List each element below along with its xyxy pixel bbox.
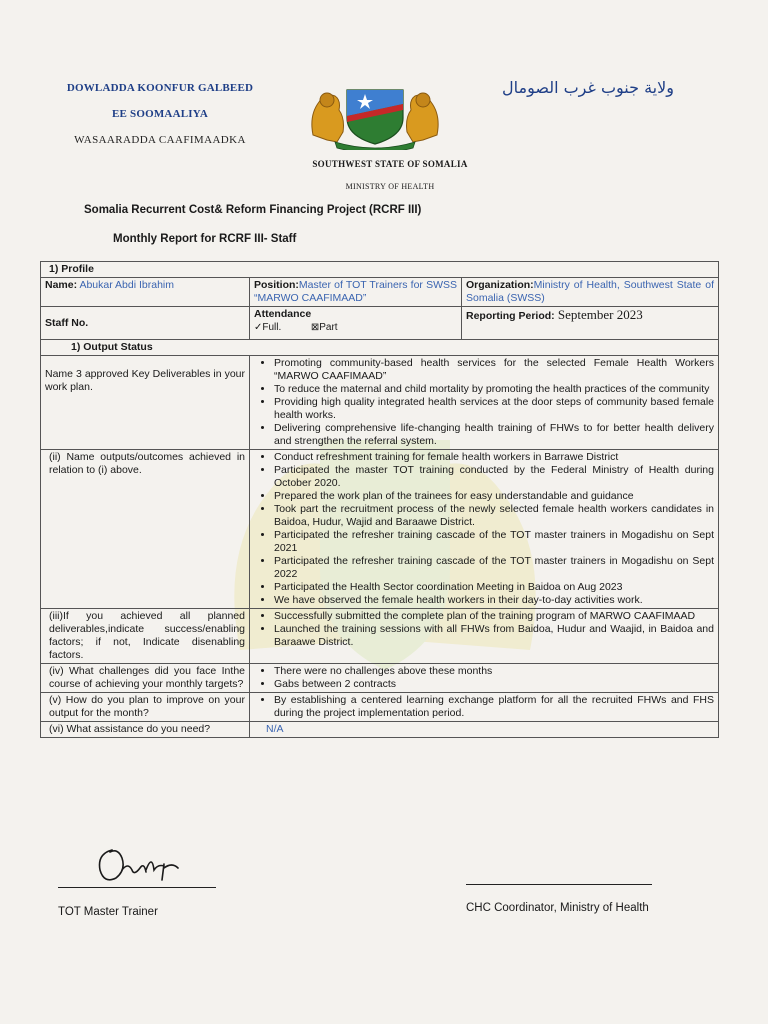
header-arabic-title: ولاية جنوب غرب الصومال [502, 78, 674, 97]
output-header-row [41, 340, 719, 356]
project-title: Somalia Recurrent Cost& Reform Financing Project (RCRF III) [84, 204, 422, 216]
coat-of-arms-emblem [305, 80, 445, 150]
header-left-block [40, 82, 280, 146]
list-item: • Promoting community-based health services for the selected Female Health Workers “MARWO CAAFIMAAD” [274, 357, 714, 383]
answer-5-list [254, 694, 714, 720]
staff-no-label: Staff No. [45, 316, 89, 329]
signature-label-left: TOT Master Trainer [58, 906, 158, 918]
report-title: Monthly Report for RCRF III- Staff [113, 233, 297, 245]
name-label: Name: [45, 279, 78, 291]
question-2: (ii) Name outputs/outcomes achieved in relation to (i) above. [49, 451, 245, 476]
signature-line-left [58, 887, 216, 888]
header-state-name: SOUTHWEST STATE OF SOMALIA [312, 159, 468, 169]
position-value: Master of TOT Trainers for SWSS “MARWO CAAFIMAAD” [254, 279, 457, 304]
handwritten-signature [92, 840, 192, 890]
list-item: • Conduct refreshment training for female health workers in Barrawe District [274, 451, 714, 464]
question-1: Name 3 approved Key Deliverables in your work plan. [45, 368, 245, 393]
signature-label-right: CHC Coordinator, Ministry of Health [466, 902, 649, 914]
header-ministry-somali: WASAARADDA CAAFIMAADKA [74, 134, 246, 146]
output-row-4 [41, 664, 719, 693]
list-item: • To reduce the maternal and child mortality by promoting the health practices of the community [274, 383, 714, 396]
list-item: • Delivering comprehensive life-changing health training of FHWs to for better health delivery and strengthen the referral system. [274, 422, 714, 448]
list-item: • Participated the refresher training cascade of the TOT master trainers in Mogadishu on Sept 2021 [274, 529, 714, 555]
profile-row-1 [41, 278, 719, 307]
profile-section-label: 1) Profile [49, 263, 94, 275]
position-label: Position: [254, 279, 299, 291]
output-section-label: 1) Output Status [71, 341, 153, 353]
output-row-1 [41, 356, 719, 450]
list-item: • We have observed the female health workers in their day-to-day activities work. [274, 594, 714, 607]
list-item: • Took part the recruitment process of the newly selected female health workers candidates in Baidoa, Hudur, Wajid and Baraawe District. [274, 503, 714, 529]
answer-6: N/A [266, 723, 284, 735]
output-row-6 [41, 722, 719, 738]
attendance-label: Attendance [254, 308, 312, 320]
organization-label: Organization: [466, 279, 534, 291]
organization-value: Ministry of Health, Southwest State of Somalia (SWSS) [466, 279, 714, 304]
profile-row-2 [41, 307, 719, 340]
signature-line-right [466, 884, 652, 885]
list-item: • By establishing a centered learning exchange platform for all the recruited FHWs and FHS during the project implementation period. [274, 694, 714, 720]
question-4: (iv) What challenges did you face Inthe course of achieving your monthly targets? [49, 665, 245, 690]
answer-4-list [254, 665, 714, 691]
attendance-part-checkbox[interactable]: ⊠Part [310, 322, 338, 333]
list-item: • Participated the Health Sector coordination Meeting in Baidoa on Aug 2023 [274, 581, 714, 594]
profile-header-row [41, 262, 719, 278]
answer-3-list [254, 610, 714, 649]
list-item: • Launched the training sessions with all FHWs from Baidoa, Hudur and Waajid, in Baidoa and Baraawe District. [274, 623, 714, 649]
output-row-2 [41, 450, 719, 609]
answer-1-list [254, 357, 714, 448]
question-5: (v) How do you plan to improve on your output for the month? [49, 694, 245, 719]
output-row-5 [41, 693, 719, 722]
output-row-3 [41, 609, 719, 664]
reporting-period-value: September 2023 [554, 307, 643, 322]
question-6: (vi) What assistance do you need? [49, 723, 211, 735]
list-item: • Successfully submitted the complete plan of the training program of MARWO CAAFIMAAD [274, 610, 714, 623]
header-somali-line1: DOWLADDA KOONFUR GALBEED [66, 82, 254, 94]
report-table [40, 261, 719, 738]
list-item: • Gabs between 2 contracts [274, 678, 714, 691]
list-item: • Prepared the work plan of the trainees for easy understandable and guidance [274, 490, 714, 503]
reporting-period-label: Reporting Period: [466, 310, 555, 322]
attendance-full-checkbox[interactable]: ✓Full. [254, 322, 282, 333]
header-ministry-name: MINISTRY OF HEALTH [345, 182, 435, 191]
question-3: (iii)If you achieved all planned deliverables,indicate success/enabling factors; if not, Indicate disenabling factors. [49, 610, 245, 661]
list-item: • Participated the refresher training cascade of the TOT master trainers in Mogadishu on Sept 2022 [274, 555, 714, 581]
list-item: • There were no challenges above these months [274, 665, 714, 678]
name-value: Abukar Abdi Ibrahim [77, 279, 174, 291]
header-somali-line2: EE SOOMAALIYA [111, 108, 209, 120]
answer-2-list [254, 451, 714, 607]
list-item: • Providing high quality integrated health services at the door steps of community based female health works. [274, 396, 714, 422]
list-item: • Participated the master TOT training conducted by the Federal Ministry of Health during October 2020. [274, 464, 714, 490]
